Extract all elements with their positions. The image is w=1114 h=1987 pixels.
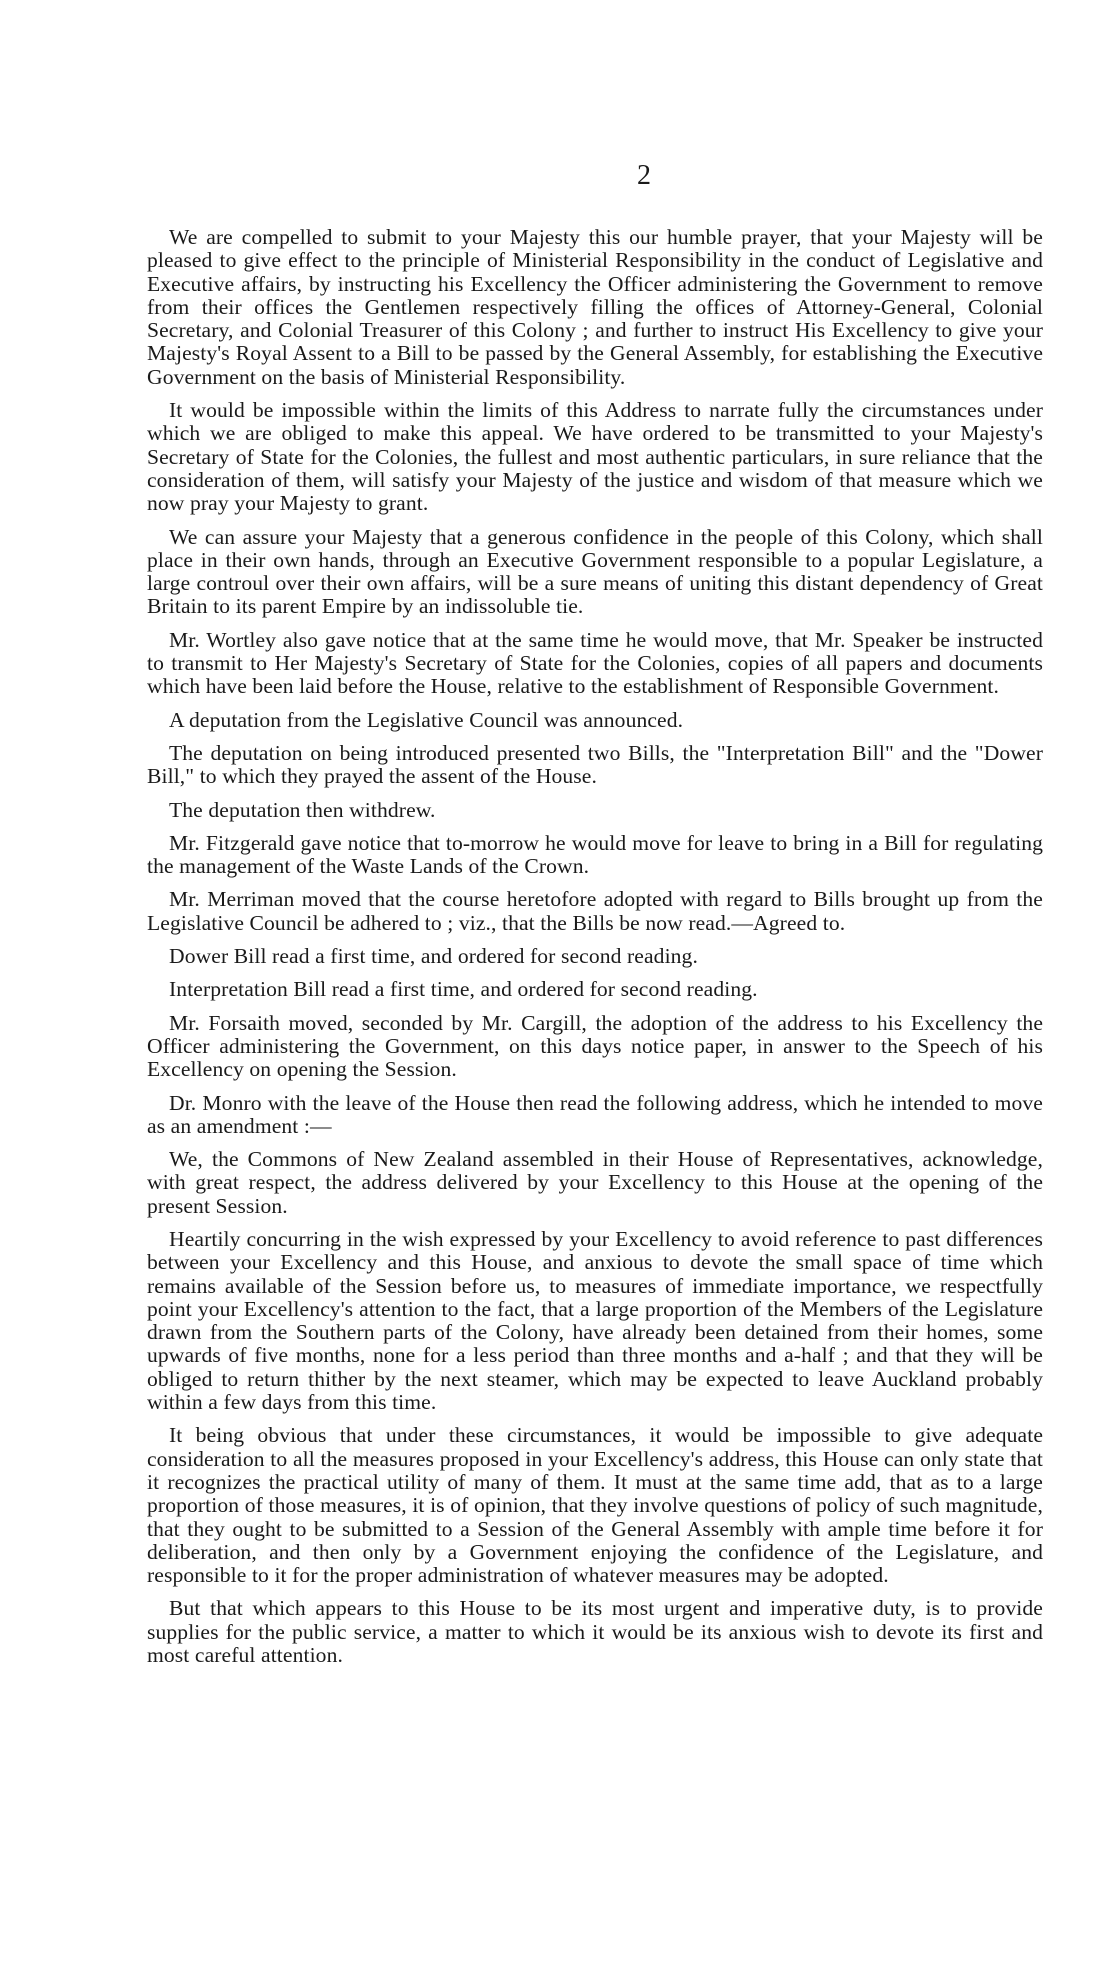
paragraph: We are compelled to submit to your Majesty this our humble prayer, that your Majesty will be pleased to give effect to the principle of Ministerial Responsibility in the conduct of Legislative and Executive affairs, by instructing his Excellency the Officer administering the Government to remove from their offices the Gentlemen respectively filling the offices of Attorney-General, Colonial Secretary, and Colonial Treasurer of this Colony ; and further to instruct His Excellency to give your Majesty's Royal Assent to a Bill to be passed by the General Assembly, for establishing the Executive Government on the basis of Ministerial Responsibility.: [147, 225, 1043, 389]
document-page: [147, 160, 1043, 1677]
paragraph: Mr. Fitzgerald gave notice that to-morrow he would move for leave to bring in a Bill for regulating the management of the Waste Lands of the Crown.: [147, 830, 1043, 879]
paragraph: The deputation on being introduced presented two Bills, the "Interpretation Bill" and the "Dower Bill," to which they prayed the assent of the House.: [147, 740, 1043, 789]
paragraph: Dr. Monro with the leave of the House then read the following address, which he intended to move as an amendment :—: [147, 1090, 1043, 1138]
paragraph: A deputation from the Legislative Council was announced.: [169, 707, 684, 732]
paragraph: Mr. Merriman moved that the course heretofore adopted with regard to Bills brought up from the Legislative Council be adhered to ; viz., that the Bills be now read.—Agreed to.: [147, 887, 1043, 935]
page-number: 2: [637, 160, 651, 191]
paragraph: It being obvious that under these circumstances, it would be impossible to give adequate consideration to all the measures proposed in your Excellency's address, this House can only state that it recognizes the practical utility of many of them. It must at the same time add, that as to a large proportion of those measures, it is of opinion, that they involve questions of policy of such magnitude, that they ought to be submitted to a Session of the General Assembly with ample time before it for deliberation, and then only by a Government enjoying the confidence of the Legislature, and responsible to it for the proper administration of whatever measures may be adopted.: [147, 1423, 1043, 1588]
paragraph: Dower Bill read a first time, and ordered for second reading.: [169, 944, 698, 969]
paragraph: Interpretation Bill read a first time, and ordered for second reading.: [169, 977, 758, 1002]
paragraph: We, the Commons of New Zealand assembled in their House of Representatives, acknowledge, with great respect, the address delivered by your Excellency to this House at the opening of the present Session.: [147, 1147, 1043, 1218]
paragraph: But that which appears to this House to be its most urgent and imperative duty, is to provide supplies for the public service, a matter to which it would be its anxious wish to devote its first and most careful attention.: [147, 1596, 1043, 1668]
paragraph: Mr. Forsaith moved, seconded by Mr. Cargill, the adoption of the address to his Excellency the Officer administering the Government, on this days notice paper, in answer to the Speech of his Excellency on opening the Session.: [147, 1010, 1043, 1082]
paragraph: The deputation then withdrew.: [169, 797, 436, 822]
paragraph: Heartily concurring in the wish expressed by your Excellency to avoid reference to past differences between your Excellency and this House, and anxious to devote the small space of time which remains available of the Session before us, to measures of immediate importance, we respectfully point your Excellency's attention to the fact, that a large proportion of the Members of the Legislature drawn from the Southern parts of the Colony, have already been detained from their homes, some upwards of five months, none for a less period than three months and a-half ; and that they will be obliged to return thither by the next steamer, which may be expected to leave Auckland probably within a few days from this time.: [147, 1226, 1043, 1415]
paragraph: It would be impossible within the limits of this Address to narrate fully the circumstances under which we are obliged to make this appeal. We have ordered to be transmitted to your Majesty's Secretary of State for the Colonies, the fullest and most authentic particulars, in sure reliance that the consideration of them, will satisfy your Majesty of the justice and wisdom of that measure which we now pray your Majesty to grant.: [147, 398, 1043, 516]
paragraph: Mr. Wortley also gave notice that at the same time he would move, that Mr. Speaker be instructed to transmit to Her Majesty's Secretary of State for the Colonies, copies of all papers and documents which have been laid before the House, relative to the establishment of Responsible Government.: [147, 627, 1043, 699]
paragraph: We can assure your Majesty that a generous confidence in the people of this Colony, which shall place in their own hands, through an Executive Government responsible to a popular Legislature, a large controul over their own affairs, will be a sure means of uniting this distant dependency of Great Britain to its parent Empire by an indissoluble tie.: [147, 524, 1043, 619]
